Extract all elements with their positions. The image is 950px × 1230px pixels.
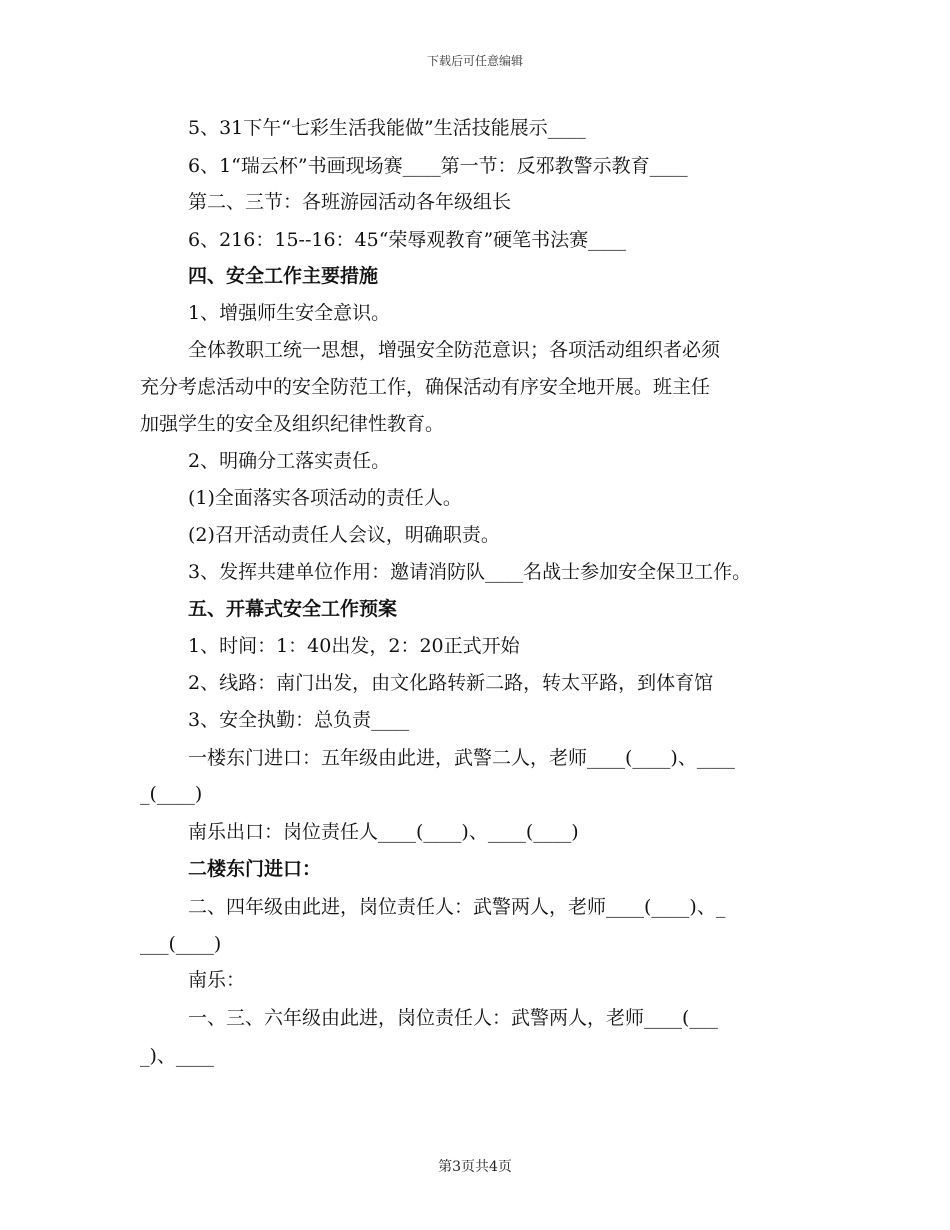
- text-line: 3、发挥共建单位作用：邀请消防队____名战士参加安全保卫工作。: [188, 561, 752, 583]
- header-note: 下载后可任意编辑: [426, 54, 523, 68]
- text-line: ___(____): [140, 933, 222, 955]
- text-line: 6、216：15--16：45“荣辱观教育”硬笔书法赛____: [188, 229, 627, 251]
- text-line: (1)全面落实各项活动的责任人。: [188, 487, 462, 509]
- text-line: 一楼东门进口：五年级由此进，武警二人，老师____(____)、____: [188, 747, 735, 769]
- text-line: 6、1“瑞云杯”书画现场赛____第一节：反邪教警示教育____: [188, 155, 688, 177]
- text-line: (2)召开活动责任人会议，明确职责。: [188, 524, 500, 546]
- subsection-heading: 二楼东门进口：: [188, 858, 322, 880]
- text-line: 2、明确分工落实责任。: [188, 450, 391, 472]
- section-heading: 四、安全工作主要措施: [188, 265, 379, 287]
- text-line: _(____): [140, 783, 203, 805]
- text-line: 1、增强师生安全意识。: [188, 302, 391, 324]
- page-number: 第3页共4页: [438, 1159, 512, 1175]
- text-line: 一、三、六年级由此进，岗位责任人：武警两人，老师____(___: [188, 1007, 718, 1029]
- text-line: 2、线路：南门出发，由文化路转新二路，转太平路，到体育馆: [188, 672, 714, 694]
- text-line: 南乐出口：岗位责任人____(____)、____(____): [188, 821, 579, 843]
- paragraph-line: 全体教职工统一思想，增强安全防范意识；各项活动组织者必须: [188, 339, 721, 361]
- section-heading: 五、开幕式安全工作预案: [188, 598, 398, 620]
- text-line: 3、安全执勤：总负责____: [188, 709, 410, 731]
- paragraph-line: 充分考虑活动中的安全防范工作，确保活动有序安全地开展。班主任: [140, 376, 711, 398]
- text-line: 二、四年级由此进，岗位责任人：武警两人，老师____(____)、_: [188, 896, 726, 918]
- text-line: 南乐：: [188, 969, 246, 991]
- text-line: _)、____: [140, 1045, 214, 1067]
- text-line: 第二、三节：各班游园活动各年级组长: [188, 191, 512, 213]
- text-line: 5、31下午“七彩生活我能做”生活技能展示____: [188, 117, 586, 139]
- paragraph-line: 加强学生的安全及组织纪律性教育。: [140, 413, 445, 435]
- text-line: 1、时间：1：40出发，2：20正式开始: [188, 635, 520, 657]
